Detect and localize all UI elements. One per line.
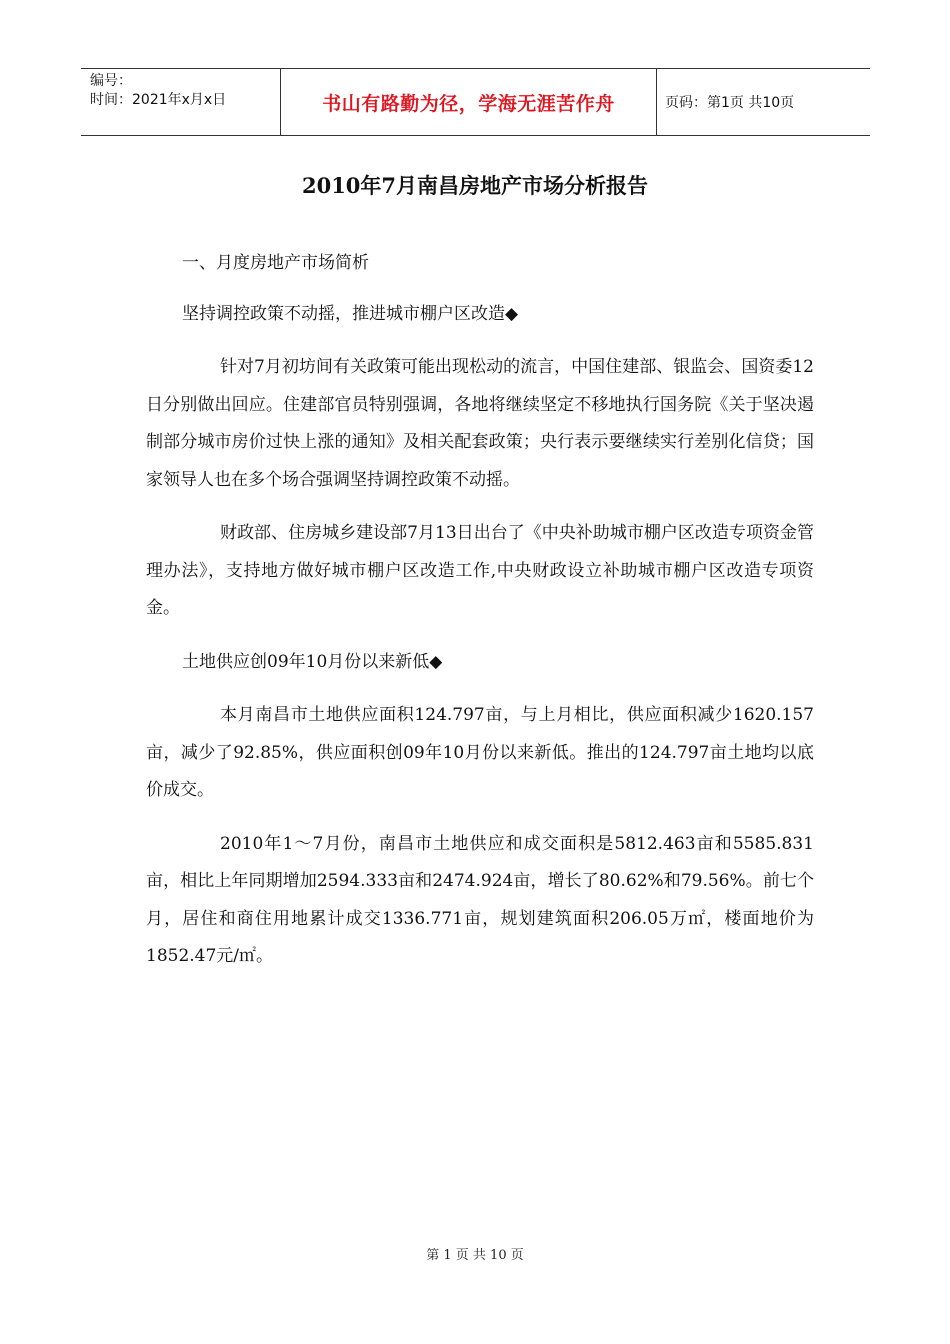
document-title: 2010年7月南昌房地产市场分析报告 [301, 173, 649, 198]
header-meta-cell [81, 69, 281, 135]
number-label: 编号： [90, 73, 132, 89]
document-body [146, 245, 814, 976]
document-header [81, 68, 870, 136]
time-label: 时间：2021年x月x日 [90, 92, 227, 108]
header-motto: 书山有路勤为径，学海无涯苦作舟 [281, 69, 657, 135]
section-heading: 一、月度房地产市场简析 [182, 253, 369, 273]
header-page-info: 页码：第1页 共10页 [665, 95, 795, 111]
paragraph: 2010年1～7月份，南昌市土地供应和成交面积是5812.463亩和5585.831亩，相比上年同期增加2594.333亩和2474.924亩，增长了80.62%和79.56%。前七个月，居住和商住用地累计成交1336.771亩，规划建筑面积206.05万㎡，楼面地价为1852.47元/㎡。 [146, 833, 814, 966]
paragraph: 针对7月初坊间有关政策可能出现松动的流言，中国住建部、银监会、国资委12日分别做出回应。住建部官员特别强调，各地将继续坚定不移地执行国务院《关于坚决遏制部分城市房价过快上涨的通知》及相关配套政策；央行表示要继续实行差别化信贷；国家领导人也在多个场合强调坚持调控政策不动摇。 [146, 357, 814, 490]
subsection-heading: 坚持调控政策不动摇，推进城市棚户区改造◆ [182, 303, 519, 324]
paragraph: 财政部、住房城乡建设部7月13日出台了《中央补助城市棚户区改造专项资金管理办法》，支持地方做好城市棚户区改造工作,中央财政设立补助城市棚户区改造专项资金。 [146, 523, 814, 618]
subsection-heading: 土地供应创09年10月份以来新低◆ [182, 651, 443, 672]
paragraph: 本月南昌市土地供应面积124.797亩，与上月相比，供应面积减少1620.157亩，减少了92.85%，供应面积创09年10月份以来新低。推出的124.797亩土地均以底价成交。 [146, 705, 814, 800]
page-number-footer: 第 1 页 共 10 页 [426, 1248, 524, 1263]
